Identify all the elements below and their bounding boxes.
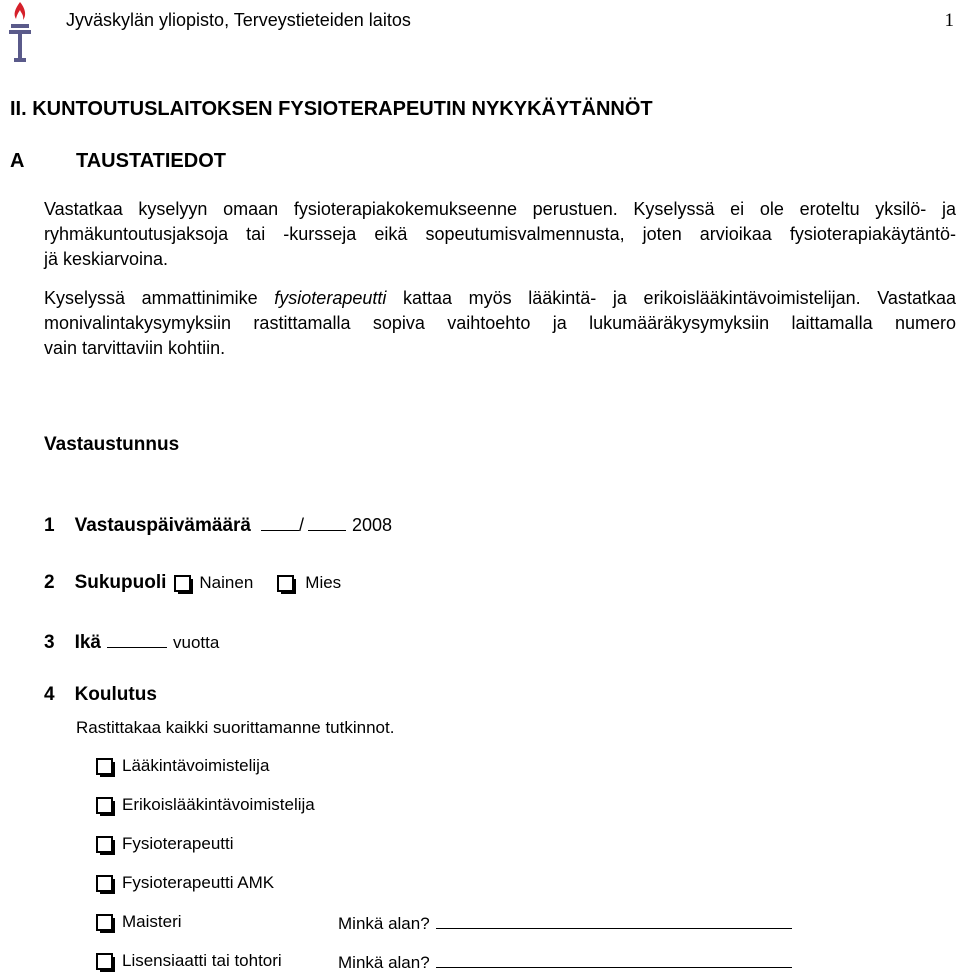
education-option-6-followup bbox=[338, 949, 792, 973]
intro-p2-line-2: monivalintakysymyksiin rastittamalla sopiva vaihtoehto ja lukumääräkysymyksiin laittamalla numero bbox=[44, 313, 956, 333]
respondent-id-heading: Vastaustunnus bbox=[44, 434, 180, 455]
question-1-label: Vastauspäivämäärä bbox=[74, 515, 251, 536]
intro-paragraph-1 bbox=[44, 197, 956, 272]
question-3 bbox=[44, 629, 219, 654]
education-option-6-checkbox[interactable] bbox=[96, 953, 113, 970]
education-option-5-followup bbox=[338, 910, 792, 934]
question-3-label: Ikä bbox=[74, 632, 101, 653]
education-option-5-field-blank[interactable] bbox=[436, 910, 792, 929]
intro-p2-line-1 bbox=[44, 286, 956, 311]
gender-male-label: Mies bbox=[305, 573, 342, 592]
education-option-4-label: Fysioterapeutti AMK bbox=[122, 873, 275, 892]
university-logo-icon bbox=[2, 0, 38, 64]
question-3-number: 3 bbox=[44, 632, 55, 653]
intro-p1-line-2: ryhmäkuntoutusjaksoja tai -kursseja eikä sopeutumisvalmennusta, joten arvioikaa fysioterapiakäytäntö- bbox=[44, 224, 956, 244]
education-option-4 bbox=[96, 873, 274, 893]
question-1-number: 1 bbox=[44, 515, 55, 536]
education-option-6-field-blank[interactable] bbox=[436, 949, 792, 968]
education-option-1-checkbox[interactable] bbox=[96, 758, 113, 775]
day-month-blank[interactable] bbox=[261, 512, 299, 531]
education-option-2 bbox=[96, 795, 315, 815]
intro-p2-line-3: vain tarvittaviin kohtiin. bbox=[44, 338, 226, 358]
intro-p1-line-1: Vastatkaa kyselyyn omaan fysioterapiakokemukseenne perustuen. Kyselyssä ei ole eroteltu yksilö- ja bbox=[44, 199, 956, 219]
intro-p2-text-after: kattaa myös lääkintä- ja erikoislääkintävoimistelijan. Vastatkaa bbox=[386, 288, 956, 308]
education-option-5-checkbox[interactable] bbox=[96, 914, 113, 931]
education-option-5 bbox=[96, 912, 896, 932]
education-option-5-followup-label: Minkä alan? bbox=[338, 914, 430, 933]
education-option-6 bbox=[96, 951, 896, 971]
question-2 bbox=[44, 572, 341, 594]
date-separator: / bbox=[298, 515, 304, 535]
education-option-3 bbox=[96, 834, 234, 854]
intro-p2-italic-term: fysioterapeutti bbox=[274, 288, 387, 308]
year-text: 2008 bbox=[352, 515, 393, 535]
intro-paragraph-2 bbox=[44, 286, 956, 361]
gender-female-checkbox[interactable] bbox=[174, 575, 191, 592]
document-title: II. KUNTOUTUSLAITOKSEN FYSIOTERAPEUTIN NYKYKÄYTÄNNÖT bbox=[10, 98, 653, 120]
question-4-label: Koulutus bbox=[74, 684, 157, 705]
gender-male-checkbox[interactable] bbox=[277, 575, 294, 592]
education-option-2-label: Erikoislääkintävoimistelija bbox=[122, 795, 315, 814]
question-4-number: 4 bbox=[44, 684, 55, 705]
education-option-4-checkbox[interactable] bbox=[96, 875, 113, 892]
page-number: 1 bbox=[944, 10, 954, 31]
header-institution: Jyväskylän yliopisto, Terveystieteiden laitos bbox=[66, 10, 411, 30]
education-option-6-followup-label: Minkä alan? bbox=[338, 953, 430, 972]
age-unit: vuotta bbox=[173, 633, 220, 652]
education-option-3-label: Fysioterapeutti bbox=[122, 834, 234, 853]
education-option-6-label: Lisensiaatti tai tohtori bbox=[122, 951, 282, 970]
intro-p1-line-3: jä keskiarvoina. bbox=[44, 249, 169, 269]
month-blank[interactable] bbox=[308, 512, 346, 531]
question-2-label: Sukupuoli bbox=[74, 572, 167, 593]
education-option-1-label: Lääkintävoimistelija bbox=[122, 756, 270, 775]
education-option-3-checkbox[interactable] bbox=[96, 836, 113, 853]
age-blank[interactable] bbox=[107, 629, 167, 648]
education-option-5-label: Maisteri bbox=[122, 912, 182, 931]
gender-female-label: Nainen bbox=[199, 573, 254, 592]
question-1 bbox=[44, 512, 392, 537]
education-option-1 bbox=[96, 756, 269, 776]
education-instruction: Rastittakaa kaikki suorittamanne tutkinnot. bbox=[76, 718, 395, 737]
section-letter: A bbox=[10, 150, 25, 172]
section-title: TAUSTATIEDOT bbox=[76, 150, 226, 172]
education-option-2-checkbox[interactable] bbox=[96, 797, 113, 814]
question-2-number: 2 bbox=[44, 572, 55, 593]
question-4 bbox=[44, 684, 157, 706]
intro-p2-text-before: Kyselyssä ammattinimike bbox=[44, 288, 275, 308]
